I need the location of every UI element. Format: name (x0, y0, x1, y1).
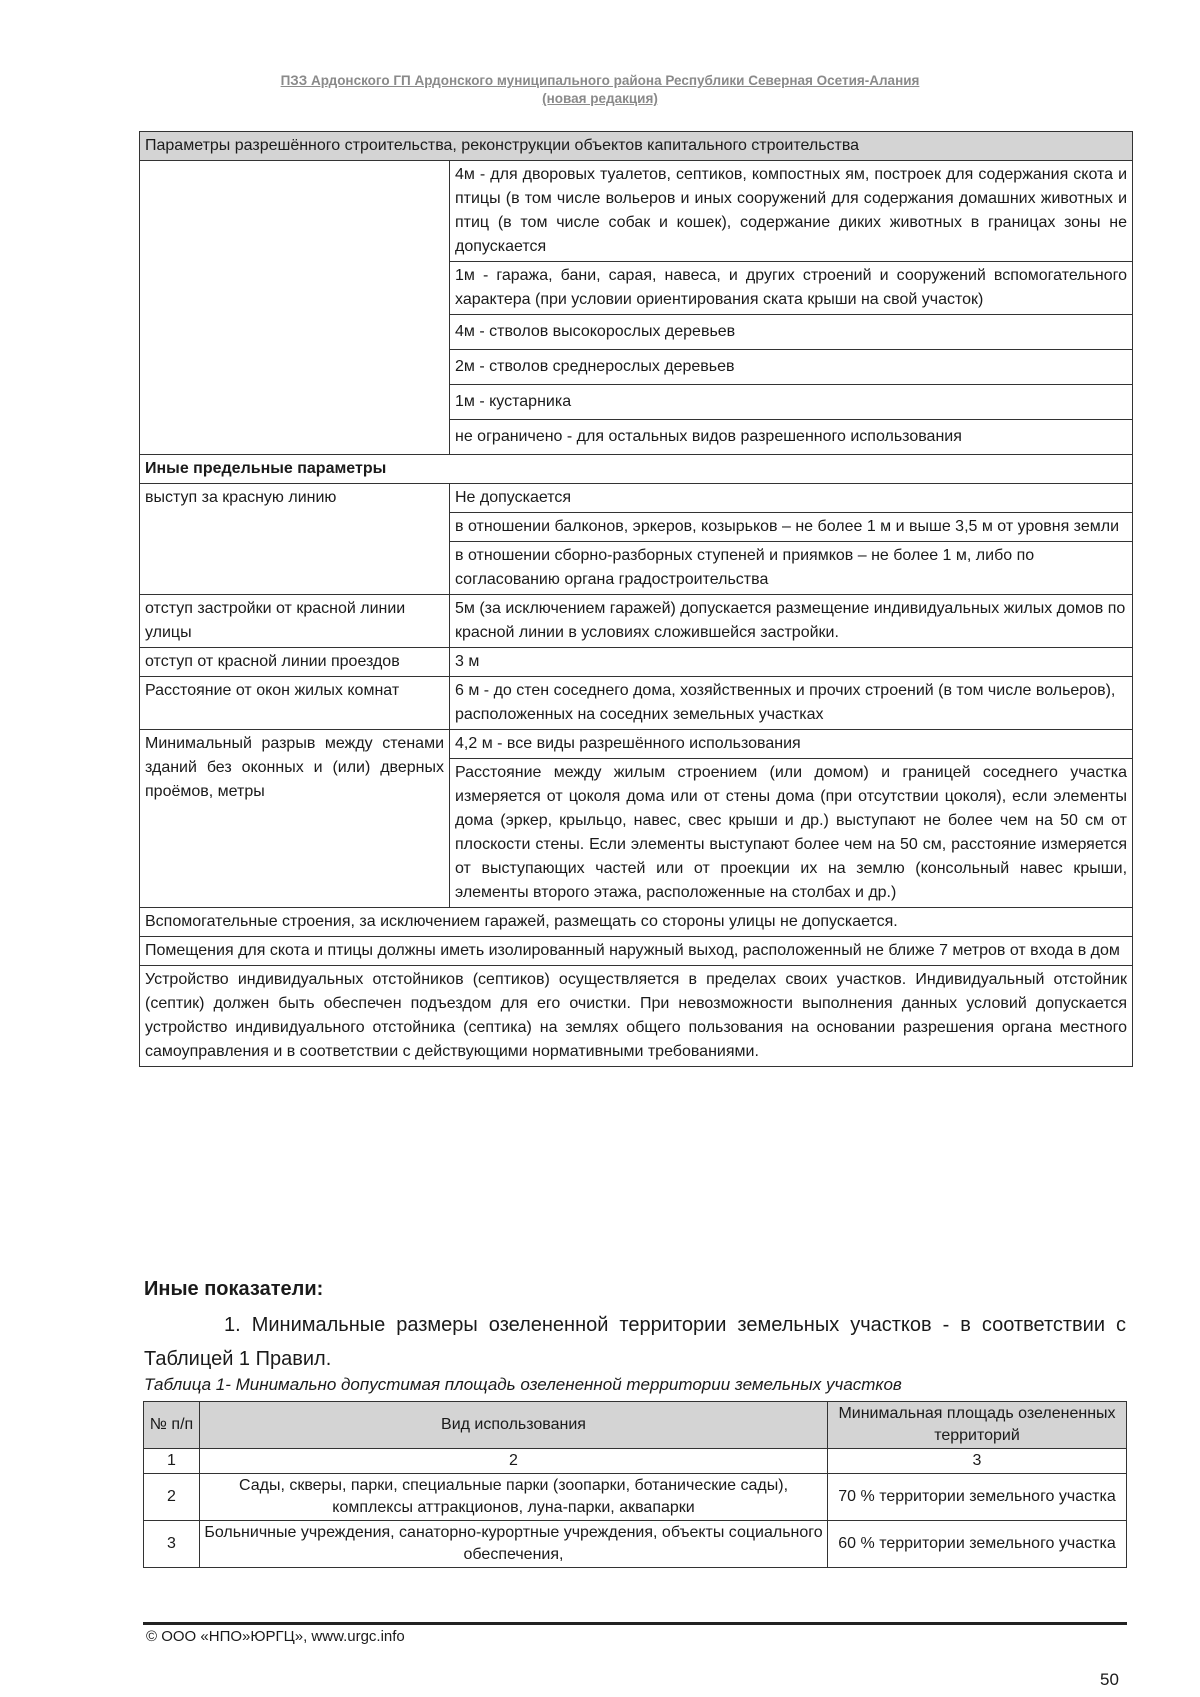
note-row: Устройство индивидуальных отстойников (септиков) осуществляется в пределах своих участков. Индивидуальный отстойник (септик) должен быть обеспечен подъездом для его очистки. При невозможности выполнения данных условий допускается устройство индивидуального отстойника (септика) на землях общего пользования на основании разрешения органа местного самоуправления и в соответствии с действующими нормативными требованиями. (140, 966, 1133, 1067)
table1-column-number: 2 (200, 1449, 828, 1474)
min-gap-value: 4,2 м - все виды разрешённого использования (450, 730, 1133, 759)
footer-divider (143, 1622, 1127, 1625)
footer-copyright: © ООО «НПО»ЮРГЦ», www.urgc.info (146, 1628, 405, 1645)
table1-row-use: Больничные учреждения, санаторно-курортные учреждения, объекты социального обеспечения, (200, 1521, 828, 1568)
other-params-heading: Иные предельные параметры (140, 455, 1133, 484)
min-gap-label: Минимальный разрыв между стенами зданий без оконных и (или) дверных проёмов, метры (140, 730, 450, 908)
table1-header: Минимальная площадь озелененных территорий (828, 1402, 1127, 1449)
table1-header: № п/п (144, 1402, 200, 1449)
distance-row: 2м - стволов среднерослых деревьев (450, 350, 1133, 385)
windows-distance-label: Расстояние от окон жилых комнат (140, 677, 450, 730)
table1-column-number: 1 (144, 1449, 200, 1474)
item-text: Минимальные размеры озелененной территории земельных участков - в соответствии с Таблицей 1 Правил. (144, 1314, 1127, 1370)
min-gap-explanation: Расстояние между жилым строением (или домом) и границей соседнего участка измеряется от цоколя дома или от стены дома (при отсутствии цоколя), если элементы дома (эркер, крыльцо, навес, свес крыши и др.) выступают не более чем на 50 см от плоскости стены. Если элементы выступают более чем на 50 см, расстояние измеряется от выступающих частей или от проекции их на землю (консольный навес крыши, элементы второго этажа, расположенные на столбах и др.) (450, 759, 1133, 908)
greenery-table (143, 1401, 1127, 1568)
table1-caption: Таблица 1- Минимально допустимая площадь озелененной территории земельных участков (144, 1375, 902, 1394)
table1-header: Вид использования (200, 1402, 828, 1449)
distance-row: 4м - для дворовых туалетов, септиков, компостных ям, построек для содержания скота и птицы (в том числе вольеров и иных сооружений для содержания домашних животных и птиц (в том числе собак и кошек), содержание диких животных в границах зоны не допускается (450, 161, 1133, 262)
distance-row: 1м - гаража, бани, сарая, навеса, и других строений и сооружений вспомогательного характера (при условии ориентирования ската крыши на свой участок) (450, 262, 1133, 315)
header-title: ПЗЗ Ардонского ГП Ардонского муниципального района Республики Северная Осетия-Алания (280, 73, 920, 88)
table1-row-number: 3 (144, 1521, 200, 1568)
red-line-value: Не допускается (450, 484, 1133, 513)
passage-setback-label: отступ от красной линии проездов (140, 648, 450, 677)
distance-row: не ограничено - для остальных видов разрешенного использования (450, 420, 1133, 455)
header-edition: (новая редакция) (542, 91, 658, 106)
street-setback-label: отступ застройки от красной линии улицы (140, 595, 450, 648)
windows-distance-value: 6 м - до стен соседнего дома, хозяйственных и прочих строений (в том числе вольеров), расположенных на соседних земельных участках (450, 677, 1133, 730)
passage-setback-value: 3 м (450, 648, 1133, 677)
empty-cell (140, 161, 450, 455)
red-line-value: в отношении сборно-разборных ступеней и приямков – не более 1 м, либо по согласованию органа градостроительства (450, 542, 1133, 595)
table-row (144, 1474, 1127, 1521)
parameters-table (139, 131, 1133, 1067)
table1-column-number: 3 (828, 1449, 1127, 1474)
distance-row: 1м - кустарника (450, 385, 1133, 420)
red-line-label: выступ за красную линию (140, 484, 450, 595)
other-indicators-heading: Иные показатели: (144, 1278, 324, 1300)
table1-row-use: Сады, скверы, парки, специальные парки (зоопарки, ботанические сады), комплексы аттракционов, луна-парки, аквапарки (200, 1474, 828, 1521)
distance-row: 4м - стволов высокорослых деревьев (450, 315, 1133, 350)
page-number: 50 (1100, 1670, 1119, 1689)
table1-row-number: 2 (144, 1474, 200, 1521)
item-number: 1. (224, 1314, 241, 1336)
table1-row-area: 60 % территории земельного участка (828, 1521, 1127, 1568)
other-indicators-item (144, 1308, 1126, 1376)
red-line-value: в отношении балконов, эркеров, козырьков – не более 1 м и выше 3,5 м от уровня земли (450, 513, 1133, 542)
table-row (144, 1521, 1127, 1568)
note-row: Вспомогательные строения, за исключением гаражей, размещать со стороны улицы не допускается. (140, 908, 1133, 937)
street-setback-value: 5м (за исключением гаражей) допускается размещение индивидуальных жилых домов по красной линии в условиях сложившейся застройки. (450, 595, 1133, 648)
note-row: Помещения для скота и птицы должны иметь изолированный наружный выход, расположенный не ближе 7 метров от входа в дом (140, 937, 1133, 966)
table1-row-area: 70 % территории земельного участка (828, 1474, 1127, 1521)
document-header (0, 72, 1200, 108)
parameters-table-caption: Параметры разрешённого строительства, реконструкции объектов капитального строительства (140, 132, 1133, 161)
